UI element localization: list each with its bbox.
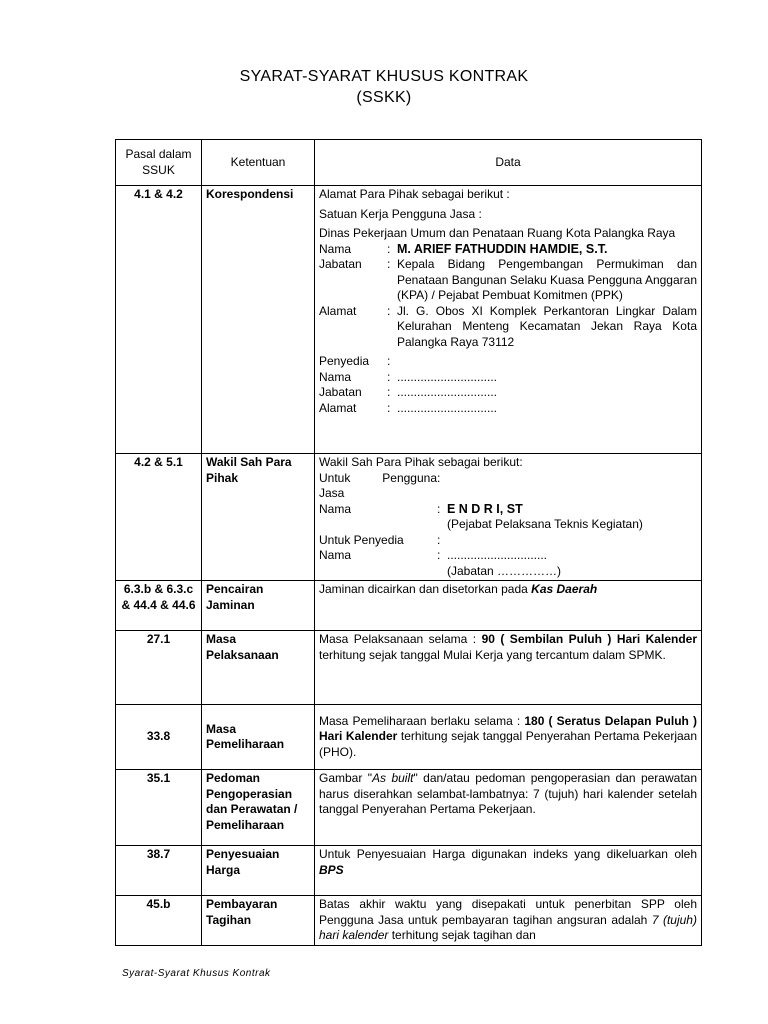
kas-daerah-text: Kas Daerah: [531, 582, 598, 596]
ketentuan-cell: Pembayaran Tagihan: [202, 896, 315, 946]
pasal-cell: 27.1: [116, 631, 202, 705]
penyesuaian-text: Untuk Penyesuaian Harga digunakan indeks yang dikeluarkan oleh: [319, 847, 697, 861]
masa-pelaksanaan-pre: Masa Pelaksanaan selama :: [319, 632, 477, 646]
title-line-2: (SSKK): [356, 89, 412, 106]
pasal-cell: 4.1 & 4.2: [116, 186, 202, 454]
alamat-value: Jl. G. Obos XI Komplek Perkantoran Lingkar Dalam Kelurahan Menteng Kecamatan Jekan Raya Kota Palangka Raya 73112: [397, 303, 697, 349]
nama-value: E N D R I, ST: [447, 501, 523, 516]
masa-pemeliharaan-post: terhitung sejak tanggal Penyerahan Pertama Pekerjaan (PHO).: [319, 729, 698, 759]
document-title: [0, 66, 768, 108]
penyedia-nama-label: Nama: [319, 369, 352, 384]
masa-pemeliharaan-pre: Masa Pemeliharaan berlaku selama :: [319, 713, 521, 728]
data-cell: [315, 705, 702, 770]
pembayaran-post: terhitung sejak tagihan dan: [391, 928, 536, 942]
penyedia-role: (Jabatan ……………): [447, 563, 562, 578]
satker-text: Satuan Kerja Pengguna Jasa :: [319, 206, 482, 221]
pengguna-field: Untuk Pengguna Jasa :: [319, 470, 441, 500]
table-row: [116, 896, 702, 946]
ketentuan-cell: Pencairan Jaminan: [202, 581, 315, 631]
untuk-penyedia-label: Untuk Penyedia: [319, 532, 404, 547]
penyedia-nama-field: Nama : ..............................: [319, 548, 697, 564]
penyedia-alamat-value: ..............................: [397, 400, 498, 415]
nama-role: (Pejabat Pelaksana Teknis Kegiatan): [447, 517, 643, 531]
data-cell: [315, 896, 702, 946]
dinas-text: Dinas Pekerjaan Umum dan Penataan Ruang Kota Palangka Raya: [319, 226, 676, 240]
table-row: [116, 186, 702, 454]
data-cell: [315, 454, 702, 581]
sskk-table: [115, 139, 702, 946]
header-ketentuan: Ketentuan: [202, 140, 315, 186]
nama-field: Nama : M. ARIEF FATHUDDIN HAMDIE, S.T.: [319, 242, 697, 258]
masa-pelaksanaan-post: terhitung sejak tanggal Mulai Kerja yang tercantum dalam SPMK.: [319, 647, 666, 662]
table-row: [116, 454, 702, 581]
alamat-label: Alamat: [319, 303, 357, 318]
nama-field: Nama : E N D R I, ST: [319, 502, 697, 518]
ketentuan-cell: Masa Pelaksanaan: [202, 631, 315, 705]
penyedia-jabatan-label: Jabatan: [319, 385, 362, 399]
pembayaran-deadline: 7 (tujuh) hari kalender: [319, 912, 697, 942]
masa-pelaksanaan-duration: 90 ( Sembilan Puluh ) Hari Kalender: [481, 632, 697, 646]
table-row: [116, 705, 702, 770]
data-cell: [315, 631, 702, 705]
jabatan-label: Jabatan: [319, 257, 362, 271]
penyedia-nama-field: Nama : ..............................: [319, 370, 697, 386]
penyedia-alamat-field: Alamat : ..............................: [319, 401, 697, 417]
ketentuan-cell: Wakil Sah Para Pihak: [202, 454, 315, 581]
table-header-row: [116, 140, 702, 186]
intro-text: Wakil Sah Para Pihak sebagai berikut:: [319, 455, 523, 469]
untuk-pengguna-label: Untuk Pengguna Jasa: [319, 470, 437, 500]
pasal-cell: 4.2 & 5.1: [116, 454, 202, 581]
table-row: [116, 846, 702, 896]
intro-text: Alamat Para Pihak sebagai berikut :: [319, 187, 510, 201]
data-cell: [315, 186, 702, 454]
pedoman-post: " dan/atau pedoman pengoperasian dan perawatan harus diserahkan selambat-lambatnya: 7 (tujuh) hari kalender setelah tanggal Penyerahan Pertama Pekerjaan.: [319, 771, 697, 816]
title-line-1: SYARAT-SYARAT KHUSUS KONTRAK: [239, 68, 529, 85]
pasal-cell: 38.7: [116, 846, 202, 896]
penyedia-field: Penyedia :: [319, 354, 697, 370]
pasal-cell: 33.8: [116, 705, 202, 770]
data-cell: [315, 770, 702, 846]
page-footer: Syarat-Syarat Khusus Kontrak: [122, 968, 271, 979]
table-row: [116, 770, 702, 846]
penyedia-jabatan-value: ..............................: [397, 385, 498, 399]
masa-pemeliharaan-duration: 180 ( Seratus Delapan Puluh ) Hari Kalender: [319, 713, 697, 744]
pencairan-text: Jaminan dicairkan dan disetorkan pada: [319, 582, 528, 596]
nama-label: Nama: [319, 241, 352, 256]
table-row: [116, 631, 702, 705]
penyedia-jabatan-field: Jabatan : ..............................: [319, 385, 697, 401]
bps-text: BPS: [319, 862, 344, 877]
penyedia-field: Untuk Penyedia :: [319, 532, 441, 547]
nama-label: Nama: [319, 501, 352, 516]
pedoman-pre: Gambar ": [319, 771, 373, 785]
ketentuan-cell: Pedoman Pengoperasian dan Perawatan / Pemeliharaan: [202, 770, 315, 846]
nama-value: M. ARIEF FATHUDDIN HAMDIE, S.T.: [397, 241, 608, 256]
data-cell: [315, 581, 702, 631]
jabatan-value: Kepala Bidang Pengembangan Permukiman dan Penataan Bangunan Selaku Kuasa Pengguna Anggaran (KPA) / Pejabat Pembuat Komitmen (PPK): [397, 257, 697, 302]
table-row: [116, 581, 702, 631]
penyedia-alamat-label: Alamat: [319, 400, 357, 415]
penyedia-nama-value: ..............................: [447, 548, 548, 562]
pasal-cell: 35.1: [116, 770, 202, 846]
penyedia-nama-label: Nama: [319, 548, 352, 562]
ketentuan-cell: Penyesuaian Harga: [202, 846, 315, 896]
jabatan-field: Jabatan : Kepala Bidang Pengembangan Permukiman dan Penataan Bangunan Selaku Kuasa Pengguna Anggaran (KPA) / Pejabat Pembuat Komitmen (PPK): [319, 257, 697, 302]
header-data: Data: [315, 140, 702, 186]
ketentuan-cell: Korespondensi: [202, 186, 315, 454]
penyedia-nama-value: ..............................: [397, 369, 498, 384]
pasal-cell: 45.b: [116, 896, 202, 946]
penyedia-label: Penyedia: [319, 354, 370, 368]
ketentuan-cell: Masa Pemeliharaan: [202, 705, 315, 770]
pembayaran-pre: Batas akhir waktu yang disepakati untuk penerbitan SPP oleh Pengguna Jasa untuk pembayaran tagihan angsuran adalah: [319, 897, 697, 927]
pasal-cell: 6.3.b & 6.3.c & 44.4 & 44.6: [116, 581, 202, 631]
header-pasal: Pasal dalam SSUK: [116, 140, 202, 186]
alamat-field: Alamat : Jl. G. Obos XI Komplek Perkantoran Lingkar Dalam Kelurahan Menteng Kecamatan Jekan Raya Kota Palangka Raya 73112: [319, 303, 697, 349]
as-built-text: As built: [372, 771, 414, 785]
data-cell: [315, 846, 702, 896]
penyedia-value: [397, 354, 697, 370]
